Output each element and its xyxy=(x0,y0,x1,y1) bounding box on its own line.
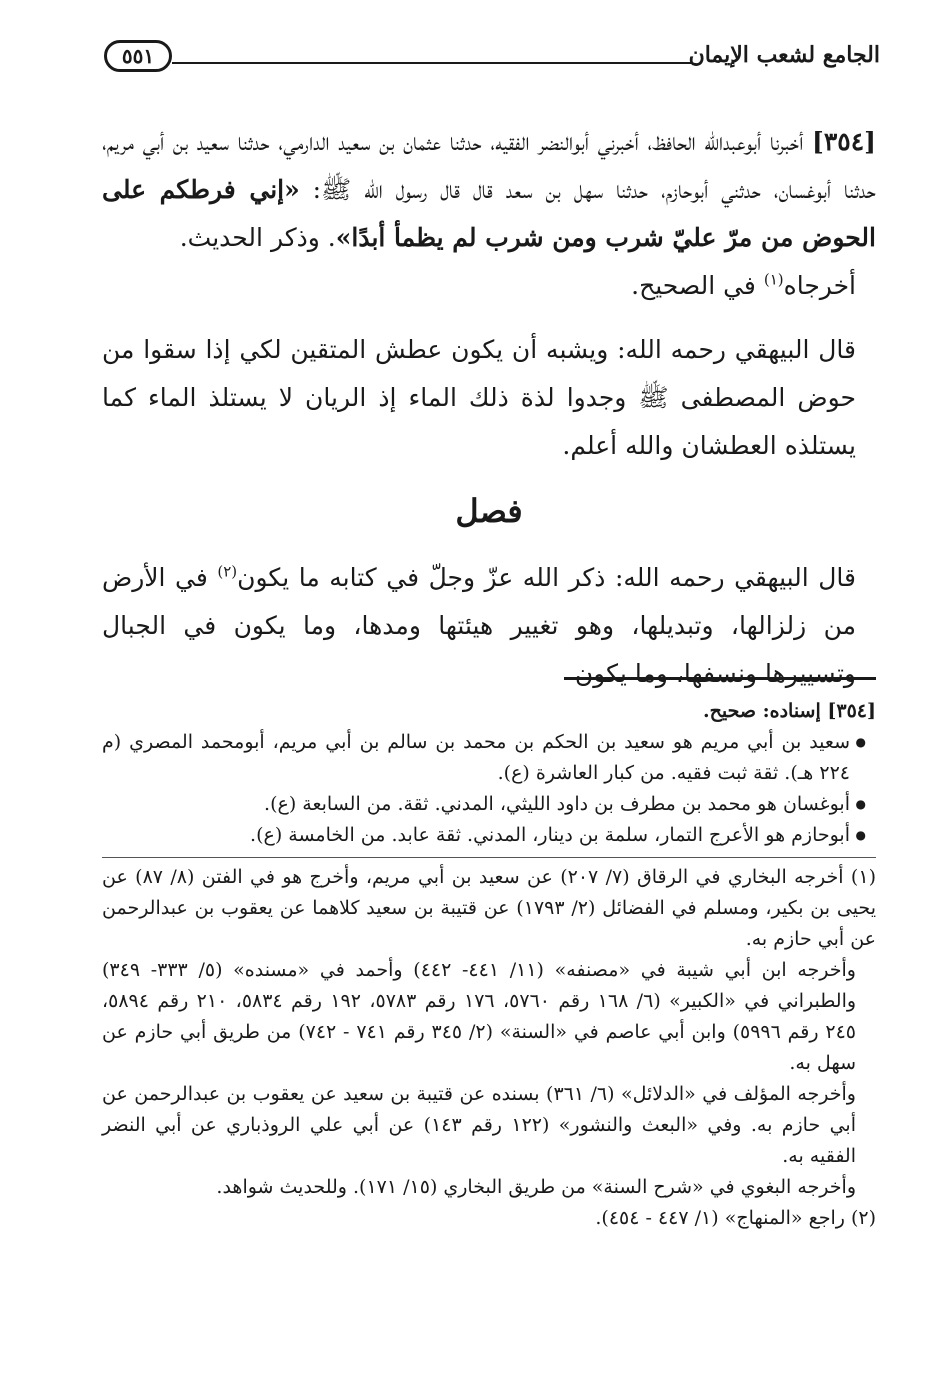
section-heading: فصل xyxy=(455,492,523,530)
takhrij-tail: في الصحيح. xyxy=(631,271,764,300)
footnote-1-para: (١) أخرجه البخاري في الرقاق (٧/ ٢٠٧) عن سعيد بن أبي مريم، وأخرج هو في الفتن (٨/ ٨٧) عن يحيى بن بكير، ومسلم في الفضائل (٢/ ١٧٩٣) عن قتيبة بن سعيد كلاهما عن يعقوب بن عبدالرحمن عن أبي حازم به. xyxy=(102,866,876,950)
footnotes xyxy=(102,696,876,1234)
spacer xyxy=(102,310,876,326)
hadith-chain: أخبرنا أبوعبدالله الحافظ، أخبرني أبوالنضر الفقيه، حدثنا عثمان بن سعيد الدارمي، حدثنا سعيد بن أبي مريم، حدثنا أبوغسان، حدثني أبوحازم، حدثنا سهل بن سعد قال قال رسول الله ﷺ: xyxy=(102,127,876,204)
footnote-separator xyxy=(564,677,876,680)
hadith-paragraph xyxy=(102,118,876,262)
hadith-tail: . وذكر الحديث. xyxy=(179,223,336,252)
page-number-badge: ٥٥١ xyxy=(104,40,172,72)
narrator-list xyxy=(102,727,876,851)
main-text xyxy=(102,118,876,698)
running-title: الجامع لشعب الإيمان xyxy=(688,42,880,68)
hadith-quote: «إني فرطكم على الحوض من مرّ عليّ شرب ومن شرب لم يظمأ أبدًا» xyxy=(102,175,876,252)
page-header xyxy=(100,36,880,82)
section-text: قال البيهقي رحمه الله: ذكر الله عزّ وجلّ في كتابه ما يكون xyxy=(237,563,857,592)
isnad-title: [٣٥٤] إسناده: صحيح. xyxy=(702,700,876,722)
bayhaqi-comment: قال البيهقي رحمه الله: ويشبه أن يكون عطش المتقين لكي إذا سقوا من حوض المصطفى ﷺ وجدوا لذة ذلك الماء إذ الريان لا يستلذ الماء كما يستلذه العطشان والله أعلم. xyxy=(102,335,856,460)
footnote-marker-2: (٢) xyxy=(217,562,238,581)
takhrij-line xyxy=(102,262,876,310)
narrator-item: ● أبوغسان هو محمد بن مطرف بن داود الليثي، المدني. ثقة. من السابعة (ع). xyxy=(102,789,864,820)
footnote-1-para: وأخرجه البغوي في «شرح السنة» من طريق البخاري (١٥/ ١٧١). وللحديث شواهد. xyxy=(216,1176,856,1198)
hadith-number: [٣٥٤] xyxy=(812,127,876,156)
takhrij-text: أخرجاه xyxy=(783,271,856,300)
footnote-2: (٢) راجع «المنهاج» (١/ ٤٤٧ - ٤٥٤). xyxy=(595,1207,876,1229)
footnote-1-para: وأخرجه المؤلف في «الدلائل» (٦/ ٣٦١) بسنده عن قتيبة بن سعيد عن يعقوب بن عبدالرحمن عن أبي حازم به. وفي «البعث والنشور» (١٢٢ رقم ١٤٣) عن أبي علي الروذباري عن أبي النضر الفقيه به. xyxy=(102,1083,856,1167)
header-rule xyxy=(172,62,692,64)
section-tail: في الأرض من زلزالها، وتبديلها، وهو تغيير هيئتها ومدها، وما يكون في الجبال وتسييرها ونسفها، وما يكون xyxy=(102,563,856,688)
narrator-item: ● سعيد بن أبي مريم هو سعيد بن الحكم بن محمد بن سالم بن أبي مريم، أبومحمد المصري (م ٢٢٤ هـ). ثقة ثبت فقيه. من كبار العاشرة (ع). xyxy=(102,727,864,789)
footnote-marker-1: (١) xyxy=(763,270,784,289)
footnote-divider xyxy=(102,857,876,858)
footnote-1-para: وأخرجه ابن أبي شيبة في «مصنفه» (١١/ ٤٤١- ٤٤٢) وأحمد في «مسنده» (٥/ ٣٣٣- ٣٤٩) والطبراني في «الكبير» (٦/ ١٦٨ رقم ٥٧٦٠، ١٧٦ رقم ٥٧٨٣، ١٩٢ رقم ٥٨٣٤، ٢١٠ رقم ٥٨٩٤، ٢٤٥ رقم ٥٩٩٦) وابن أبي عاصم في «السنة» (٢/ ٣٤٥ رقم ٧٤١ - ٧٤٢) من طريق أبي حازم عن سهل به. xyxy=(102,959,857,1074)
narrator-item: ● أبوحازم هو الأعرج التمار، سلمة بن دينار، المدني. ثقة عابد. من الخامسة (ع). xyxy=(102,820,864,851)
